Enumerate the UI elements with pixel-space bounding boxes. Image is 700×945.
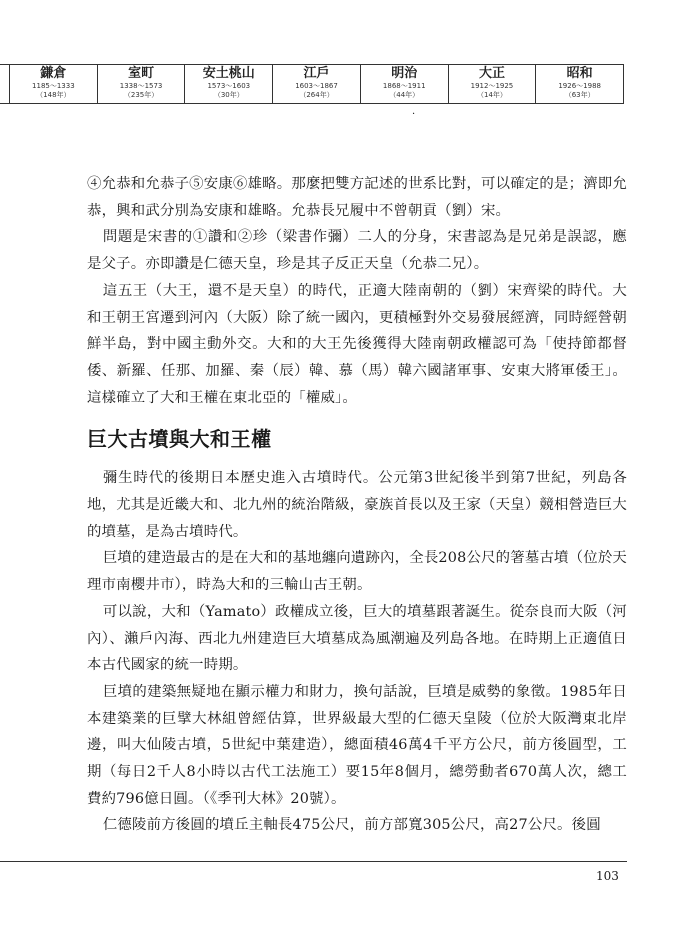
page-body	[87, 171, 627, 839]
era-span: 1573～1603	[207, 82, 251, 90]
era-cell-meiji	[361, 65, 449, 103]
era-duration: （44年）	[389, 91, 420, 99]
era-cell-kamakura	[10, 65, 98, 103]
era-duration: （264年）	[299, 91, 334, 99]
body-paragraph: 問題是宋書的①讚和②珍（梁書作彌）二人的分身，宋書認為是兄弟是誤認，應是父子。亦即讚是仁德天皇，珍是其子反正天皇（允恭二兄）。	[87, 229, 627, 273]
era-name: 昭和	[566, 66, 593, 81]
era-cell-edo	[273, 65, 361, 103]
stray-dot: ·	[412, 109, 416, 120]
era-cell-showa	[536, 65, 624, 103]
era-duration: （235年）	[123, 91, 159, 99]
era-cell-azuchi-momoyama	[185, 65, 273, 103]
era-duration: （148年）	[36, 91, 71, 99]
era-timeline	[0, 64, 624, 104]
era-duration: （30年）	[213, 91, 244, 99]
era-span: 1603～1867	[295, 82, 338, 90]
body-paragraph: 巨墳的建造最古的是在大和的基地纏向遺跡內，全長208公尺的箸墓古墳（位於天理市南櫻井市），時為大和的三輪山古王朝。	[87, 550, 627, 594]
era-span: 1912～1925	[470, 82, 514, 90]
body-paragraph: 彌生時代的後期日本歷史進入古墳時代。公元第3世紀後半到第7世紀，列島各地，尤其是近畿大和、北九州的統治階級，豪族首長以及王家（天皇）競相營造巨大的墳墓，是為古墳時代。	[87, 470, 627, 540]
era-span: 1338～1573	[119, 82, 163, 90]
page-number: 103	[596, 869, 619, 883]
era-name: 鎌倉	[40, 66, 67, 81]
body-paragraph: 巨墳的建築無疑地在顯示權力和財力，換句話說，巨墳是威勢的象徵。1985年日本建築業的巨擘大林組曾經估算，世界級最大型的仁德天皇陵（位於大阪灣東北岸邊，叫大仙陵古墳，5世紀中葉建造），總面積46萬4千平方公尺，前方後圓型，工期（每日2千人8小時以古代工法施工）要15年8個月，總勞動者670萬人次，總工費約796億日圓。（《季刊大林》20號）。	[87, 683, 627, 807]
era-name: 明治	[391, 66, 418, 81]
era-name: 室町	[128, 66, 155, 81]
era-cell-taisho	[449, 65, 537, 103]
era-name: 大正	[478, 66, 505, 81]
body-paragraph: ④允恭和允恭子⑤安康⑥雄略。那麼把雙方記述的世系比對，可以確定的是；濟即允恭，興和武分別為安康和雄略。允恭長兄履中不曾朝貢（劉）宋。	[87, 176, 627, 219]
body-paragraph: 這五王（大王，還不是天皇）的時代，正適大陸南朝的（劉）宋齊梁的時代。大和王朝王宮遷到河內（大阪）除了統一國內，更積極對外交易發展經濟，同時經營朝鮮半島，對中國主動外交。大和的大王先後獲得大陸南朝政權認可為「使持節都督倭、新羅、任那、加羅、秦（辰）韓、慕（馬）韓六國諸軍事、安東大將軍倭王」。這樣確立了大和王權在東北亞的「權威」。	[87, 282, 627, 406]
era-cell-muromachi	[98, 65, 186, 103]
footer-divider	[0, 861, 627, 862]
era-span: 1926～1988	[558, 82, 601, 90]
era-duration: （63年）	[564, 91, 595, 99]
era-span: 1185～1333	[32, 82, 75, 90]
era-name: 安土桃山	[202, 66, 255, 81]
section-heading: 巨大古墳與大和王權	[87, 427, 272, 452]
timeline-leading-cell	[0, 65, 10, 103]
era-duration: （14年）	[476, 91, 507, 99]
era-name: 江戶	[303, 66, 330, 81]
body-paragraph: 可以說，大和（Yamato）政權成立後，巨大的墳墓跟著誕生。從奈良而大阪（河內）、瀨戶內海、西北九州建造巨大墳墓成為風潮遍及列島各地。在時期上正適值日本古代國家的統一時期。	[87, 603, 627, 674]
era-span: 1868～1911	[382, 82, 426, 90]
body-paragraph: 仁德陵前方後圓的墳丘主軸長475公尺，前方部寬305公尺，高27公尺。後圓	[102, 817, 601, 834]
